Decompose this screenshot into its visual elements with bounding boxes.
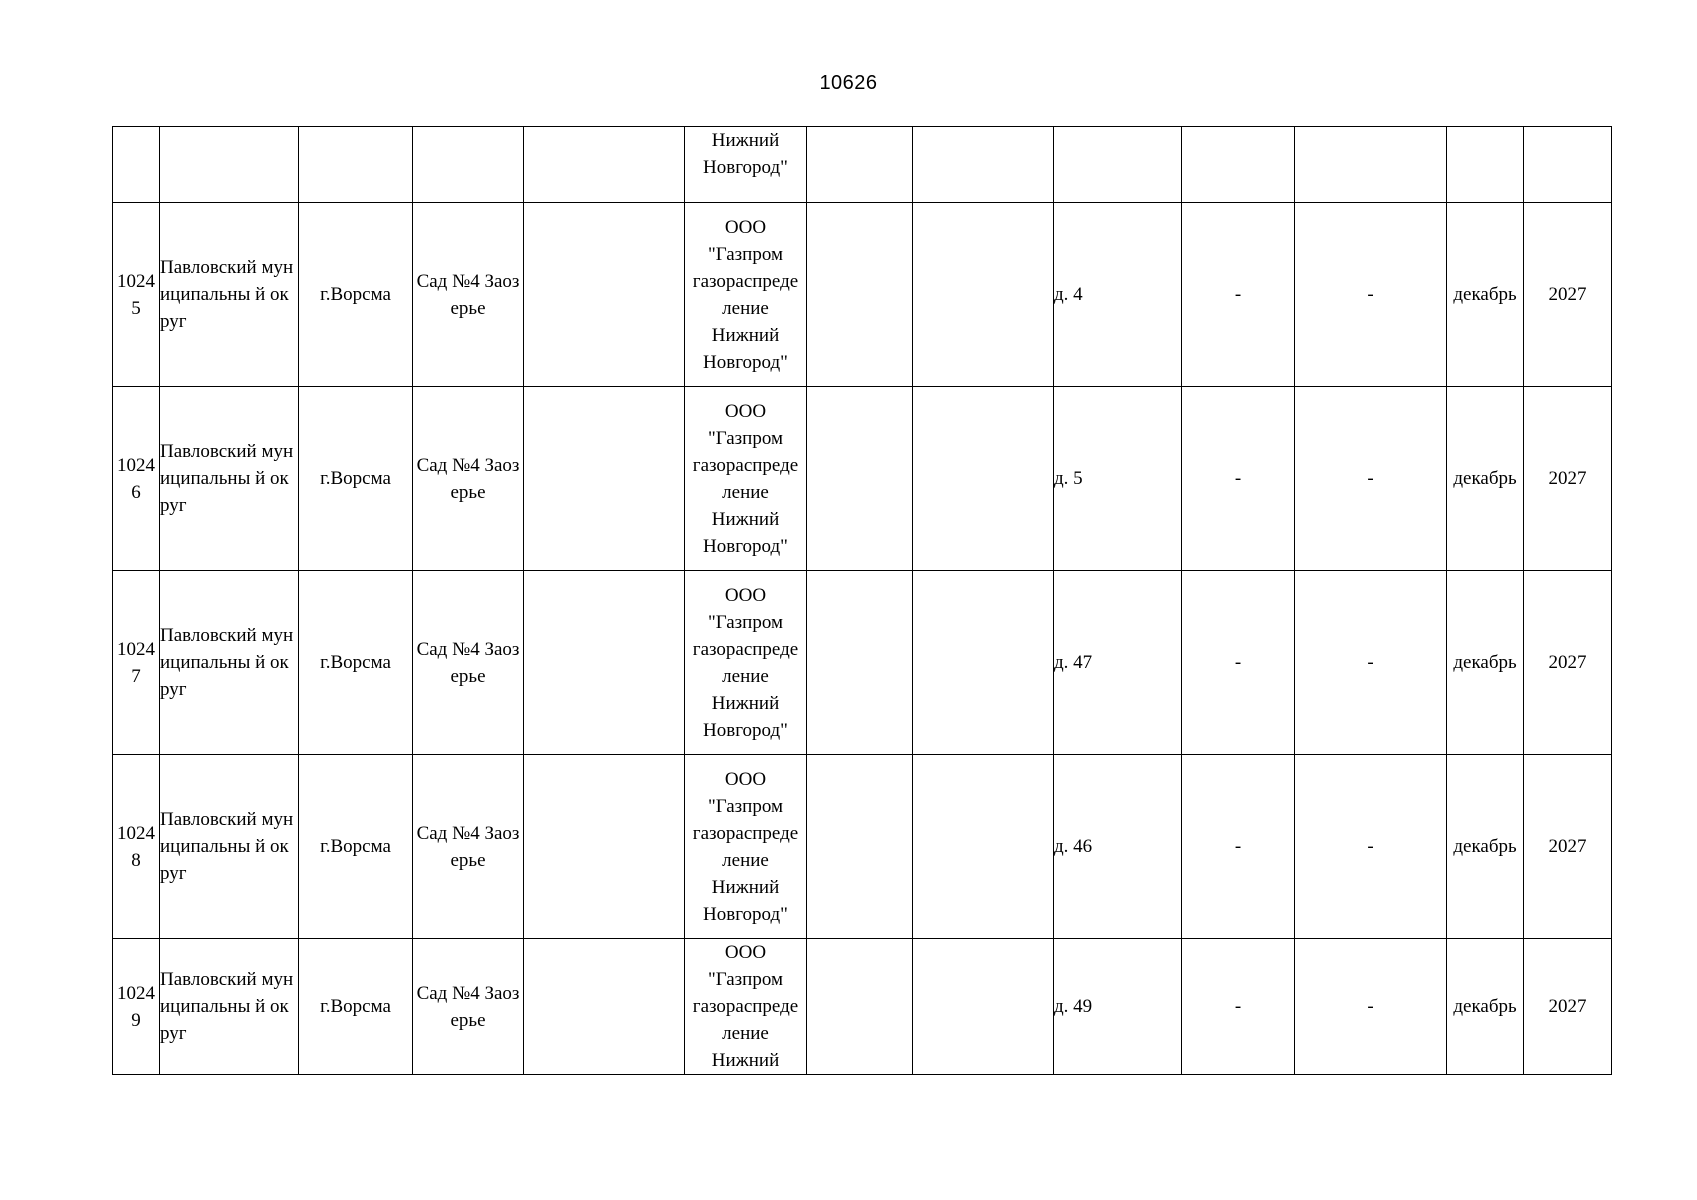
cell-house	[1054, 127, 1182, 203]
cell-col11	[1295, 127, 1447, 203]
cell-col11: -	[1295, 387, 1447, 571]
cell-organization: ООО "Газпром газораспреде ление Нижний Новгород"	[685, 203, 807, 387]
cell-district: Павловский муниципальны й округ	[160, 755, 299, 939]
cell-col5	[524, 571, 685, 755]
cell-col11: -	[1295, 755, 1447, 939]
cell-col5	[524, 939, 685, 1075]
cell-month: декабрь	[1447, 571, 1524, 755]
cell-col8	[913, 203, 1054, 387]
cell-col11: -	[1295, 203, 1447, 387]
page-number: 10626	[819, 72, 878, 94]
cell-col7	[807, 387, 913, 571]
cell-street	[413, 127, 524, 203]
cell-id: 1024 8	[113, 755, 160, 939]
cell-year: 2027	[1524, 939, 1612, 1075]
cell-col5	[524, 203, 685, 387]
cell-col5	[524, 387, 685, 571]
cell-house: д. 4	[1054, 203, 1182, 387]
cell-year: 2027	[1524, 203, 1612, 387]
cell-town	[299, 127, 413, 203]
cell-id: 1024 7	[113, 571, 160, 755]
cell-month	[1447, 127, 1524, 203]
cell-col8	[913, 571, 1054, 755]
cell-town: г.Ворсма	[299, 571, 413, 755]
cell-col7	[807, 571, 913, 755]
cell-col10: -	[1182, 755, 1295, 939]
cell-col7	[807, 127, 913, 203]
cell-col10	[1182, 127, 1295, 203]
cell-year: 2027	[1524, 387, 1612, 571]
cell-street: Сад №4 Заозерье	[413, 755, 524, 939]
cell-col10: -	[1182, 939, 1295, 1075]
table-row	[113, 387, 1612, 571]
cell-col10: -	[1182, 203, 1295, 387]
cell-col5	[524, 755, 685, 939]
cell-col8	[913, 387, 1054, 571]
cell-house: д. 49	[1054, 939, 1182, 1075]
table-row-continued	[113, 127, 1612, 203]
cell-house: д. 5	[1054, 387, 1182, 571]
table-row	[113, 571, 1612, 755]
cell-house: д. 46	[1054, 755, 1182, 939]
cell-town: г.Ворсма	[299, 387, 413, 571]
cell-district: Павловский муниципальны й округ	[160, 203, 299, 387]
cell-district: Павловский муниципальны й округ	[160, 939, 299, 1075]
cell-month: декабрь	[1447, 939, 1524, 1075]
cell-col10: -	[1182, 571, 1295, 755]
registry-table	[112, 126, 1612, 1075]
cell-col8	[913, 127, 1054, 203]
cell-id: 1024 9	[113, 939, 160, 1075]
cell-organization: ООО "Газпром газораспреде ление Нижний Новгород"	[685, 755, 807, 939]
cell-id	[113, 127, 160, 203]
cell-district: Павловский муниципальны й округ	[160, 571, 299, 755]
cell-district	[160, 127, 299, 203]
cell-organization: ООО "Газпром газораспреде ление Нижний	[685, 939, 807, 1075]
cell-month: декабрь	[1447, 387, 1524, 571]
table-row	[113, 755, 1612, 939]
cell-col8	[913, 939, 1054, 1075]
cell-town: г.Ворсма	[299, 939, 413, 1075]
cell-col8	[913, 755, 1054, 939]
table-row	[113, 939, 1612, 1075]
cell-town: г.Ворсма	[299, 755, 413, 939]
cell-year: 2027	[1524, 755, 1612, 939]
cell-col7	[807, 203, 913, 387]
cell-street: Сад №4 Заозерье	[413, 387, 524, 571]
cell-month: декабрь	[1447, 755, 1524, 939]
cell-col7	[807, 755, 913, 939]
cell-col5	[524, 127, 685, 203]
cell-id: 1024 6	[113, 387, 160, 571]
cell-town: г.Ворсма	[299, 203, 413, 387]
cell-district: Павловский муниципальны й округ	[160, 387, 299, 571]
cell-col11: -	[1295, 571, 1447, 755]
cell-col11: -	[1295, 939, 1447, 1075]
cell-organization: ООО "Газпром газораспреде ление Нижний Новгород"	[685, 571, 807, 755]
table-row	[113, 203, 1612, 387]
cell-street: Сад №4 Заозерье	[413, 203, 524, 387]
cell-col10: -	[1182, 387, 1295, 571]
cell-year: 2027	[1524, 571, 1612, 755]
cell-street: Сад №4 Заозерье	[413, 571, 524, 755]
cell-col7	[807, 939, 913, 1075]
cell-organization: Нижний Новгород"	[685, 127, 807, 203]
cell-street: Сад №4 Заозерье	[413, 939, 524, 1075]
cell-year	[1524, 127, 1612, 203]
cell-id: 1024 5	[113, 203, 160, 387]
cell-organization: ООО "Газпром газораспреде ление Нижний Новгород"	[685, 387, 807, 571]
cell-house: д. 47	[1054, 571, 1182, 755]
cell-month: декабрь	[1447, 203, 1524, 387]
